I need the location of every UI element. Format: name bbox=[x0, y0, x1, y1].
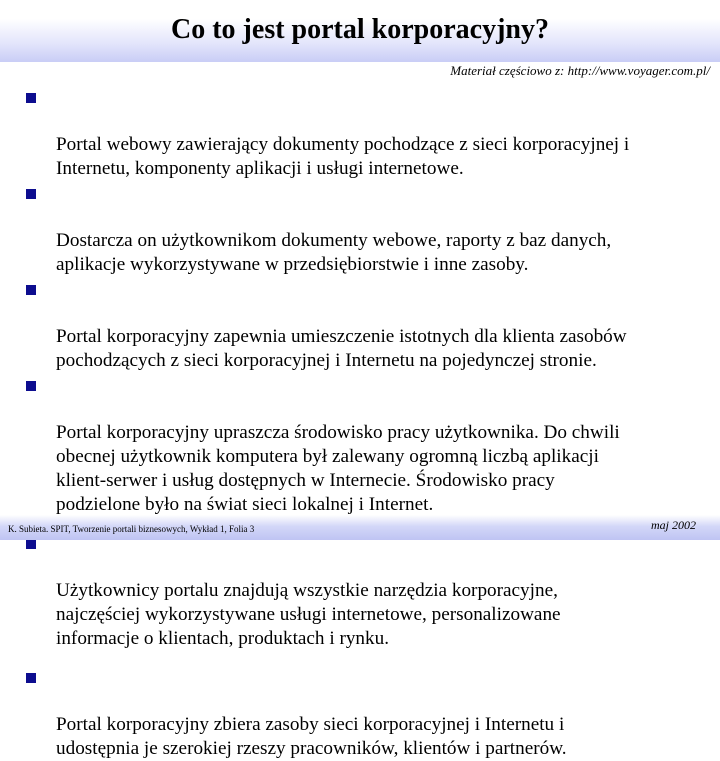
square-bullet-icon bbox=[26, 93, 36, 103]
slide-title: Co to jest portal korporacyjny? bbox=[171, 14, 549, 45]
bullet-text: Portal korporacyjny zbiera zasoby sieci korporacyjnej i Internetu i udostępnia je szerokiej rzeszy pracowników, klientów i partnerów. bbox=[56, 714, 567, 759]
bullet-item bbox=[0, 531, 720, 651]
bullet-text: Użytkownicy portalu znajdują wszystkie narzędzia korporacyjne, najczęściej wykorzystywane usługi internetowe, personalizowane informacje o klientach, produktach i rynku. bbox=[56, 580, 561, 649]
bullet-item bbox=[0, 181, 720, 277]
bullet-text: Dostarcza on użytkownikom dokumenty webowe, raporty z baz danych, aplikacje wykorzystywane w przedsiębiorstwie i inne zasoby. bbox=[56, 230, 612, 275]
bullet-list bbox=[0, 85, 720, 761]
bullet-text: Portal korporacyjny upraszcza środowisko pracy użytkownika. Do chwili obecnej użytkownik komputera był zalewany ogromną liczbą aplikacji klient-serwer i usług dostępnych w Internecie. Środowisko pracy podzielone było na świat sieci lokalnej i Internet. bbox=[56, 422, 620, 515]
bullet-text: Portal webowy zawierający dokumenty pochodzące z sieci korporacyjnej i Internetu, komponenty aplikacji i usługi internetowe. bbox=[56, 134, 630, 179]
source-note: Materiał częściowo z: http://www.voyager.com.pl/ bbox=[450, 63, 710, 78]
bullet-text: Portal korporacyjny zapewnia umieszczenie istotnych dla klienta zasobów pochodzących z sieci korporacyjnej i Internetu na pojedynczej stronie. bbox=[56, 326, 627, 371]
square-bullet-icon bbox=[26, 381, 36, 391]
square-bullet-icon bbox=[26, 673, 36, 683]
bullet-item bbox=[0, 277, 720, 373]
bullet-item bbox=[0, 373, 720, 517]
bullet-item bbox=[0, 85, 720, 181]
footer-credit: K. Subieta. SPIT, Tworzenie portali biznesowych, Wykład 1, Folia 3 bbox=[8, 524, 255, 534]
bullet-item bbox=[0, 665, 720, 761]
square-bullet-icon bbox=[26, 189, 36, 199]
square-bullet-icon bbox=[26, 285, 36, 295]
square-bullet-icon bbox=[26, 539, 36, 549]
footer-date: maj 2002 bbox=[651, 518, 696, 532]
